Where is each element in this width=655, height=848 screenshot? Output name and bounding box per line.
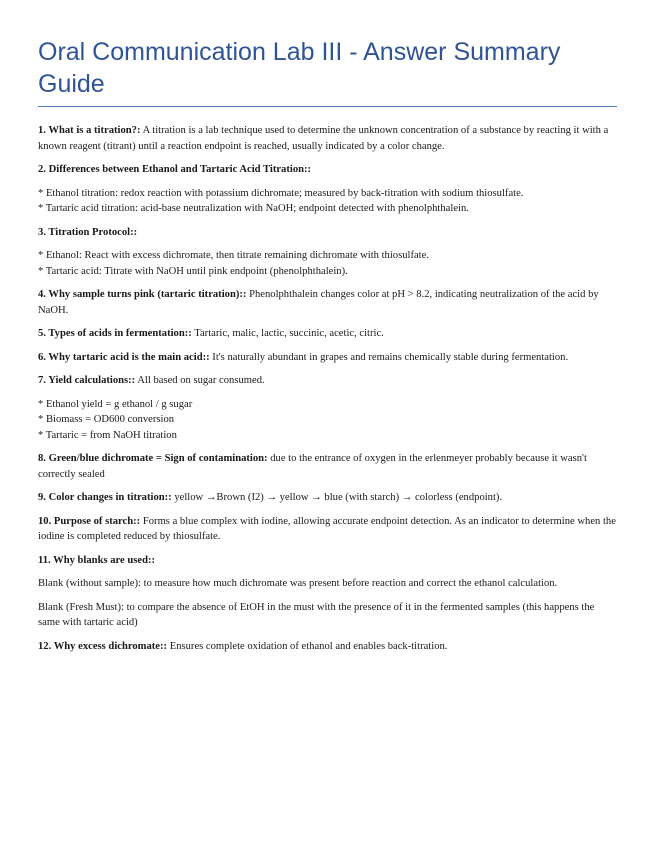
- section-8-text: due to the entrance of oxygen in the erlenmeyer probably because it wasn't correctly sealed: [38, 453, 587, 480]
- section-5-heading: 5. Types of acids in fermentation::: [38, 328, 192, 339]
- section-7-line-3: * Tartaric = from NaOH titration: [38, 429, 177, 441]
- section-8-heading: 8. Green/blue dichromate = Sign of contamination:: [38, 453, 268, 464]
- section-3-line-1: * Ethanol: React with excess dichromate, then titrate remaining dichromate with thiosulfate.: [38, 250, 429, 261]
- section-11-paragraph-2: Blank (Fresh Must): to compare the absence of EtOH in the must with the presence of it in the fermented samples (this happens the same with tartaric acid): [38, 601, 595, 628]
- section-8: [38, 451, 617, 482]
- section-7-list: [38, 397, 617, 444]
- section-9-heading: 9. Color changes in titration::: [38, 492, 172, 503]
- section-9-text: yellow →Brown (I2) → yellow → blue (with starch) → colorless (endpoint).: [171, 492, 503, 503]
- section-6-text: It's naturally abundant in grapes and remains chemically stable during fermentation.: [209, 351, 569, 363]
- section-12-text: Ensures complete oxidation of ethanol and enables back-titration.: [167, 640, 448, 652]
- section-12-heading: 12. Why excess dichromate::: [38, 640, 168, 652]
- section-9: [38, 490, 617, 506]
- section-4-text: Phenolphthalein changes color at pH > 8.2, indicating neutralization of the acid by NaOH.: [38, 289, 599, 316]
- section-2-line-1: * Ethanol titration: redox reaction with potassium dichromate; measured by back-titration with sodium thiosulfate.: [38, 187, 524, 199]
- section-11-paragraph-1: Blank (without sample): to measure how much dichromate was present before reaction and correct the ethanol calculation.: [38, 578, 558, 589]
- section-10: [38, 514, 617, 545]
- section-2-list: [38, 186, 617, 217]
- section-1-text: A titration is a lab technique used to determine the unknown concentration of a substance by reacting it with a known reagent (titrant) until a reaction endpoint is reached, usually indicated by a color change.: [38, 125, 609, 152]
- section-11-heading: 11. Why blanks are used::: [38, 554, 156, 566]
- section-7: [38, 373, 617, 389]
- section-3-line-2: * Tartaric acid: Titrate with NaOH until pink endpoint (phenolphthalein).: [38, 265, 348, 277]
- section-2-line-2: * Tartaric acid titration: acid-base neutralization with NaOH; endpoint detected with phenolphthalein.: [38, 203, 469, 214]
- section-1: [38, 123, 617, 154]
- section-4: [38, 287, 617, 318]
- section-7-text: All based on sugar consumed.: [135, 375, 265, 386]
- section-6: [38, 350, 617, 366]
- section-7-line-2: * Biomass = OD600 conversion: [38, 414, 175, 425]
- section-3-heading: 3. Titration Protocol::: [38, 226, 138, 238]
- section-3-list: [38, 248, 617, 279]
- section-1-heading: 1. What is a titration?:: [38, 125, 141, 136]
- page-title: Oral Communication Lab III - Answer Summary Guide: [38, 36, 617, 107]
- section-5-text: Tartaric, malic, lactic, succinic, acetic, citric.: [191, 328, 384, 339]
- section-4-heading: 4. Why sample turns pink (tartaric titration)::: [38, 289, 247, 300]
- section-6-heading: 6. Why tartaric acid is the main acid::: [38, 351, 210, 363]
- section-12: [38, 639, 617, 655]
- section-10-text: Forms a blue complex with iodine, allowing accurate endpoint detection. As an indicator to determine when the iodine is completed reduced by thiosulfate.: [38, 515, 616, 542]
- section-7-heading: 7. Yield calculations::: [38, 375, 136, 386]
- section-10-heading: 10. Purpose of starch::: [38, 515, 141, 527]
- section-2-heading: 2. Differences between Ethanol and Tartaric Acid Titration::: [38, 164, 312, 175]
- section-5: [38, 326, 617, 342]
- document-body: [38, 123, 617, 654]
- section-7-line-1: * Ethanol yield = g ethanol / g sugar: [38, 398, 193, 410]
